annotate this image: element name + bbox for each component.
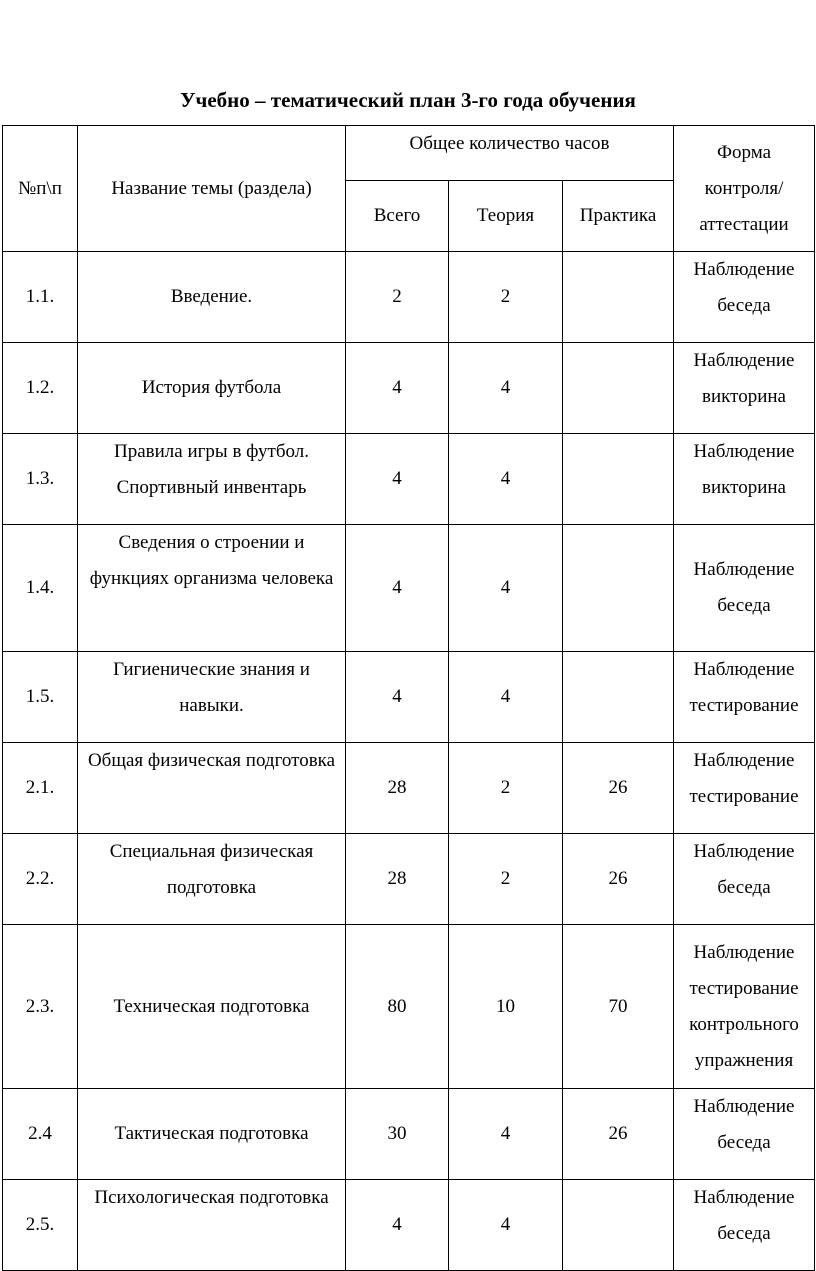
row-num: 2.5.: [3, 1180, 78, 1271]
row-practice: 26: [563, 1089, 674, 1180]
row-theory: 10: [449, 925, 563, 1089]
header-theory: Теория: [449, 181, 563, 252]
header-total: Всего: [346, 181, 449, 252]
row-control: Наблюдение тестирование: [674, 743, 815, 834]
table-row: [3, 252, 815, 343]
row-control: Наблюдение беседа: [674, 1089, 815, 1180]
row-control: Наблюдение беседа: [674, 252, 815, 343]
row-name: Гигиенические знания и навыки.: [78, 652, 346, 743]
row-num: 2.2.: [3, 834, 78, 925]
row-theory: 4: [449, 525, 563, 652]
row-control: Наблюдение беседа: [674, 834, 815, 925]
row-control: Наблюдение тестирование контрольного упражнения: [674, 925, 815, 1089]
row-num: 1.3.: [3, 434, 78, 525]
table-row: [3, 525, 815, 652]
header-control: Форма контроля/ аттестации: [674, 126, 815, 252]
table-row: [3, 743, 815, 834]
row-name: Введение.: [78, 252, 346, 343]
table-row: [3, 434, 815, 525]
row-name: Общая физическая подготовка: [78, 743, 346, 834]
row-total: 28: [346, 743, 449, 834]
table-row: [3, 834, 815, 925]
table-row: [3, 652, 815, 743]
row-num: 1.1.: [3, 252, 78, 343]
header-practice: Практика: [563, 181, 674, 252]
row-num: 1.2.: [3, 343, 78, 434]
row-control: Наблюдение викторина: [674, 343, 815, 434]
row-total: 80: [346, 925, 449, 1089]
row-control: Наблюдение беседа: [674, 1180, 815, 1271]
page-title: Учебно – тематический план 3-го года обучения: [180, 88, 636, 112]
row-practice: [563, 434, 674, 525]
row-num: 1.4.: [3, 525, 78, 652]
table-row: [3, 925, 815, 1089]
row-practice: [563, 1180, 674, 1271]
table-row: [3, 343, 815, 434]
row-theory: 2: [449, 743, 563, 834]
row-practice: [563, 652, 674, 743]
row-theory: 4: [449, 434, 563, 525]
row-total: 4: [346, 525, 449, 652]
row-name: Тактическая подготовка: [78, 1089, 346, 1180]
row-theory: 4: [449, 652, 563, 743]
row-theory: 2: [449, 834, 563, 925]
row-name: Техническая подготовка: [78, 925, 346, 1089]
row-total: 2: [346, 252, 449, 343]
row-name: Психологическая подготовка: [78, 1180, 346, 1271]
header-num: №п\п: [3, 126, 78, 252]
row-name: Специальная физическая подготовка: [78, 834, 346, 925]
row-total: 30: [346, 1089, 449, 1180]
row-total: 28: [346, 834, 449, 925]
row-control: Наблюдение тестирование: [674, 652, 815, 743]
row-theory: 4: [449, 343, 563, 434]
table-row: [3, 1180, 815, 1271]
row-practice: 26: [563, 743, 674, 834]
header-name: Название темы (раздела): [78, 126, 346, 252]
row-control: Наблюдение беседа: [674, 525, 815, 652]
row-name: Правила игры в футбол. Спортивный инвентарь: [78, 434, 346, 525]
row-num: 2.4: [3, 1089, 78, 1180]
row-practice: [563, 343, 674, 434]
row-practice: [563, 525, 674, 652]
row-practice: 70: [563, 925, 674, 1089]
row-name: Сведения о строении и функциях организма человека: [78, 525, 346, 652]
row-total: 4: [346, 343, 449, 434]
row-num: 2.3.: [3, 925, 78, 1089]
row-num: 1.5.: [3, 652, 78, 743]
row-total: 4: [346, 1180, 449, 1271]
row-num: 2.1.: [3, 743, 78, 834]
header-hours-group: Общее количество часов: [346, 126, 674, 181]
row-theory: 2: [449, 252, 563, 343]
row-name: История футбола: [78, 343, 346, 434]
row-practice: [563, 252, 674, 343]
row-theory: 4: [449, 1089, 563, 1180]
plan-table: [2, 125, 815, 1271]
table-header-row: [3, 126, 815, 181]
row-practice: 26: [563, 834, 674, 925]
row-control: Наблюдение викторина: [674, 434, 815, 525]
table-row: [3, 1089, 815, 1180]
row-theory: 4: [449, 1180, 563, 1271]
row-total: 4: [346, 434, 449, 525]
row-total: 4: [346, 652, 449, 743]
